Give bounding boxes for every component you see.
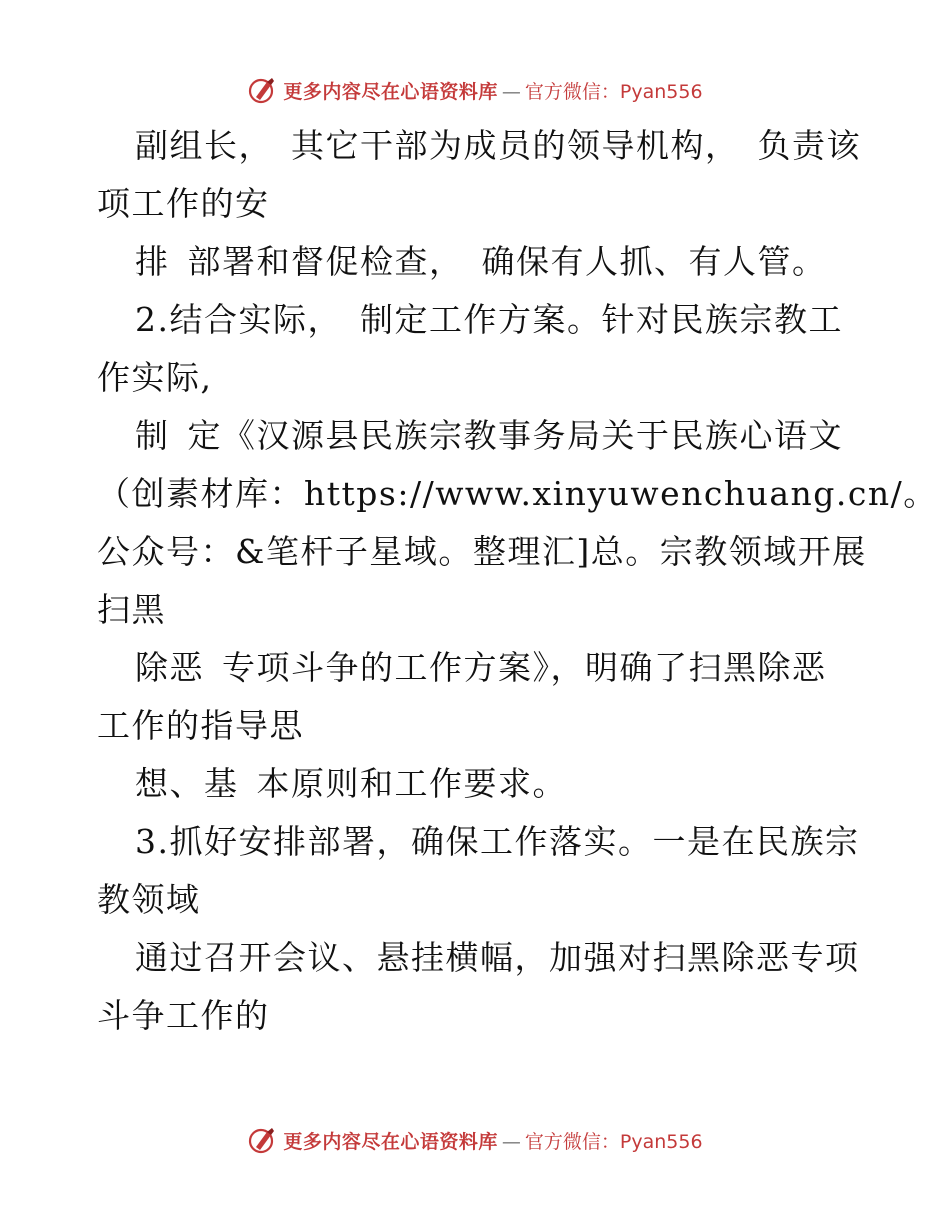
pen-nib-logo-icon	[247, 1125, 277, 1155]
body-line: 斗争工作的	[97, 996, 270, 1035]
header-separator: —	[501, 80, 521, 103]
body-line: 除恶 专项斗争的工作方案》，明确了扫黑除恶	[135, 648, 827, 687]
footer-contact-text: 官方微信：Pyan556	[524, 1130, 703, 1153]
body-line: 公众号：&笔杆子星域。整理汇]总。宗教领域开展	[97, 532, 867, 571]
body-line: 想、基 本原则和工作要求。	[135, 764, 567, 803]
body-line: 通过召开会议、悬挂横幅，加强对扫黑除恶专项	[135, 938, 860, 977]
body-line: 项工作的安	[97, 184, 270, 223]
footer-separator: —	[501, 1130, 521, 1153]
body-line: （创素材库：https://www.xinyuwenchuang.cn/。	[97, 474, 938, 513]
header-main-text: 更多内容尽在心语资料库	[283, 80, 498, 103]
pen-nib-logo-icon	[247, 75, 277, 105]
footer-banner-text	[283, 1127, 702, 1154]
body-line: 教领域	[97, 880, 201, 919]
body-line: 工作的指导思	[97, 706, 304, 745]
body-line: 排 部署和督促检查， 确保有人抓、有人管。	[135, 242, 827, 281]
body-line: 2.结合实际， 制定工作方案。针对民族宗教工	[135, 300, 843, 339]
header-banner-text	[283, 77, 702, 104]
footer-main-text: 更多内容尽在心语资料库	[283, 1130, 498, 1153]
header-contact-text: 官方微信：Pyan556	[524, 80, 703, 103]
body-line: 3.抓好安排部署，确保工作落实。一是在民族宗	[135, 822, 860, 861]
document-body	[97, 117, 938, 1045]
body-line: 副组长， 其它干部为成员的领导机构， 负责该	[135, 126, 861, 165]
footer-banner	[0, 1122, 950, 1158]
body-line: 作实际,	[97, 358, 213, 397]
body-line: 扫黑	[97, 590, 166, 629]
header-banner	[0, 72, 950, 108]
body-line: 制 定《汉源县民族宗教事务局关于民族心语文	[135, 416, 843, 455]
